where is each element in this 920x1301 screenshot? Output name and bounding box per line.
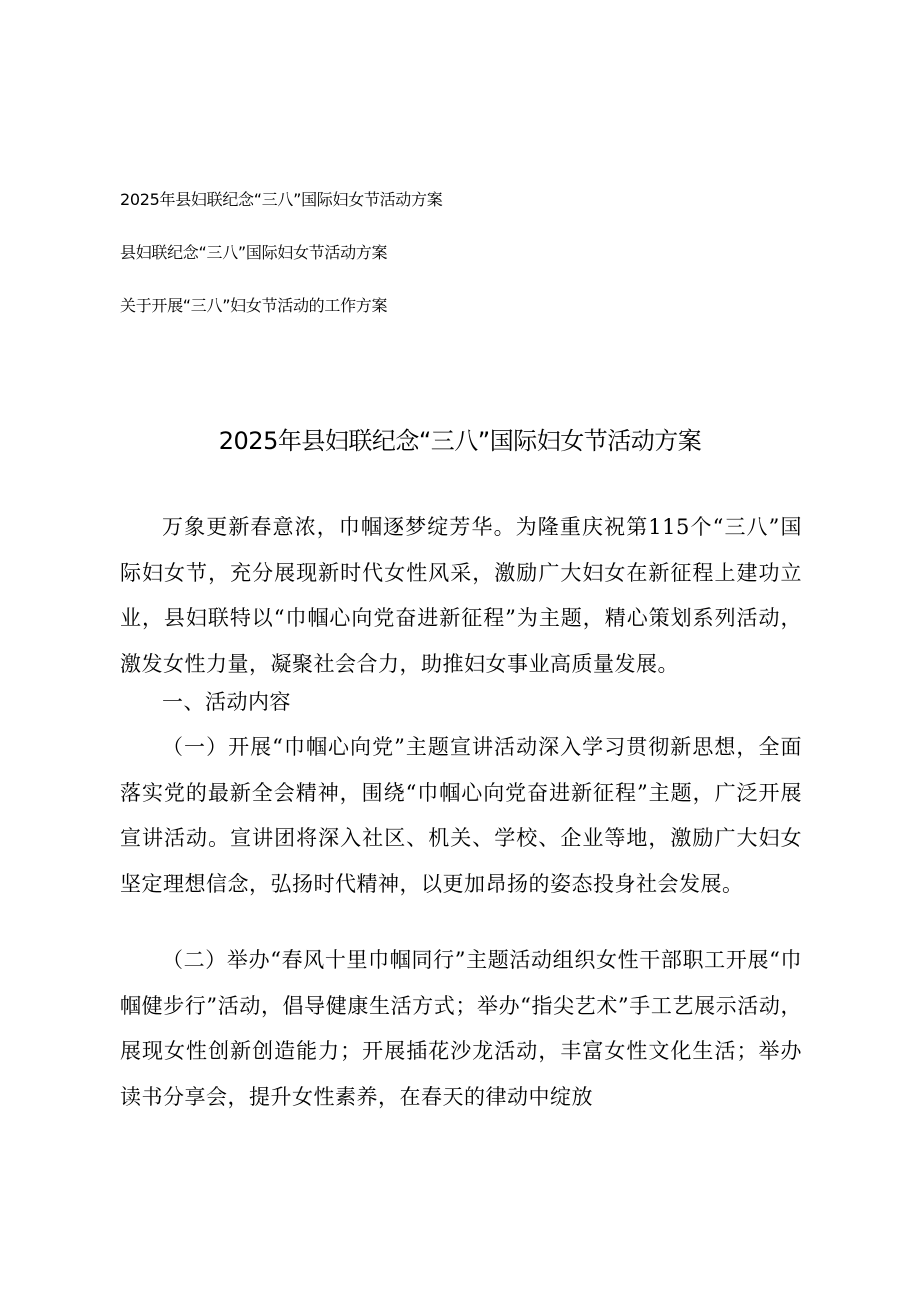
body-paragraph-1: （一）开展“巾帼心向党”主题宣讲活动深入学习贯彻新思想，全面落实党的最新全会精神，围绕“巾帼心向党奋进新征程”主题，广泛开展宣讲活动。宣讲团将深入社区、机关、学校、企业等地，激励广大妇女坚定理想信念，弘扬时代精神，以更加昂扬的姿态投身社会发展。 bbox=[120, 735, 802, 896]
document-title: 2025年县妇联纪念“三八”国际妇女节活动方案 bbox=[218, 427, 702, 455]
paragraph-block-2 bbox=[120, 938, 802, 1120]
intro-block bbox=[120, 505, 802, 687]
section-heading-block bbox=[120, 680, 802, 726]
toc-item-3: 关于开展“三八”妇女节活动的工作方案 bbox=[120, 296, 388, 315]
body-paragraph-2: （二）举办“春风十里巾帼同行”主题活动组织女性干部职工开展“巾帼健步行”活动，倡导健康生活方式；举办“指尖艺术”手工艺展示活动，展现女性创新创造能力；开展插花沙龙活动，丰富女性文化生活；举办读书分享会，提升女性素养，在春天的律动中绽放 bbox=[120, 948, 802, 1109]
paragraph-block-1 bbox=[120, 725, 802, 907]
toc-item-2: 县妇联纪念“三八”国际妇女节活动方案 bbox=[120, 243, 388, 262]
table-of-contents bbox=[120, 186, 820, 345]
intro-paragraph: 万象更新春意浓，巾帼逐梦绽芳华。为隆重庆祝第115个“三八”国际妇女节，充分展现新时代女性风采，激励广大妇女在新征程上建功立业，县妇联特以“巾帼心向党奋进新征程”为主题，精心策划系列活动，激发女性力量，凝聚社会合力，助推妇女事业高质量发展。 bbox=[120, 515, 802, 676]
section-heading: 一、活动内容 bbox=[162, 690, 291, 714]
toc-item-1: 2025年县妇联纪念“三八”国际妇女节活动方案 bbox=[120, 190, 443, 209]
